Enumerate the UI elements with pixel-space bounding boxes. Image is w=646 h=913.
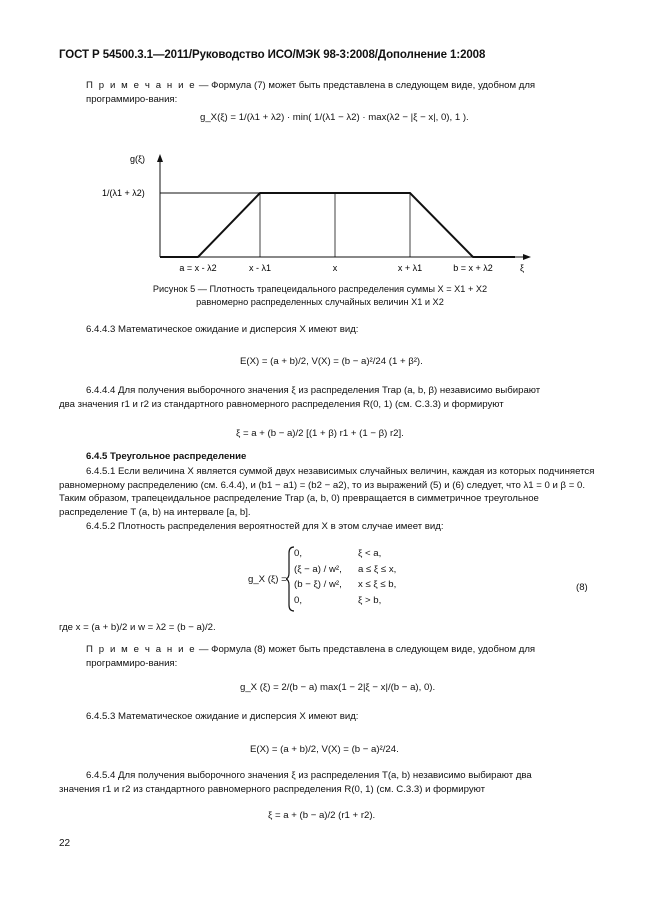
section-6453-text: 6.4.5.3 Математическое ожидание и дисперсия X имеют вид:: [86, 711, 359, 722]
x-tick-b: b = x + λ2: [453, 263, 493, 273]
section-6444-line-2: два значения r1 и r2 из стандартного равномерного распределения R(0, 1) (см. С.3.3) и формируют: [59, 399, 504, 410]
section-6444-formula: ξ = a + (b − a)/2 [(1 + β) r1 + (1 − β) r2].: [236, 428, 404, 439]
x-axis-label: ξ: [520, 263, 525, 273]
section-645-title: 6.4.5 Треугольное распределение: [86, 451, 247, 462]
trapezoid-figure: [100, 150, 540, 280]
formula-8-alt: g_X (ξ) = 2/(b − a) max(1 − 2|ξ − x|/(b − a), 0).: [240, 682, 436, 693]
x-tick-x: x: [332, 263, 338, 273]
formula-8-cases: [294, 546, 396, 608]
formula-8-lhs: g_X (ξ) =: [248, 574, 287, 585]
figure-caption-line-2: равномерно распределенных случайных величин X1 и X2: [196, 296, 444, 307]
section-6454-formula: ξ = a + (b − a)/2 (r1 + r2).: [268, 810, 376, 821]
note-2: [86, 643, 596, 670]
x-tick-x-minus-lambda1: x - λ1: [248, 263, 272, 273]
section-6444-line-1: 6.4.4.4 Для получения выборочного значения ξ из распределения Trap (a, b, β) независимо выбирают: [86, 385, 541, 396]
x-axis-arrow: [523, 254, 531, 260]
y-axis-arrow: [157, 154, 163, 162]
section-6451-text: 6.4.5.1 Если величина X является суммой двух независимых случайных величин, каждая из которых подчиняется равномерному распределению (см. 6.4.4), и (b1 − a1) = (b2 − a2), то из выражений (5) и (6) следует, что λ1 = 0 и β = 0. Таким образом, трапецеидальное распределение Trap (a, b, 0) превращается в симметричное треугольное распределение T (a, b) на интервале [a, b].: [59, 466, 595, 518]
x-tick-a: a = x - λ2: [179, 263, 217, 273]
case-row: 0, ξ < a,: [294, 548, 382, 559]
section-6454-line-2: значения r1 и r2 из стандартного равномерного распределения R(0, 1) (см. С.3.3) и формируют: [59, 784, 486, 795]
formula-8-where: где x = (a + b)/2 и w = λ2 = (b − a)/2.: [59, 622, 216, 633]
section-6452-text: 6.4.5.2 Плотность распределения вероятностей для X в этом случае имеет вид:: [86, 521, 444, 532]
figure-caption: [100, 283, 540, 308]
case-row: (ξ − a) / w², a ≤ ξ ≤ x,: [294, 563, 397, 575]
section-6443-formula: E(X) = (a + b)/2, V(X) = (b − a)²/24 (1 + β²).: [240, 356, 423, 367]
y-tick-label: 1/(λ1 + λ2): [102, 188, 145, 198]
note-1: [86, 79, 591, 106]
note-2-text: — Формула (8) может быть представлена в следующем виде, удобном для программиро-вания:: [86, 644, 536, 669]
y-axis-label: g(ξ): [130, 154, 146, 164]
section-6454-line-1: 6.4.5.4 Для получения выборочного значения ξ из распределения T(a, b) независимо выбирают два: [86, 770, 532, 781]
note-2-label: П р и м е ч а н и е: [86, 644, 197, 655]
section-6453-formula: E(X) = (a + b)/2, V(X) = (b − a)²/24.: [250, 744, 399, 755]
formula-7-alt: g_X(ξ) = 1/(λ1 + λ2) · min( 1/(λ1 − λ2) · max(λ2 − |ξ − x|, 0), 1 ).: [200, 112, 469, 123]
density-line: [160, 193, 515, 257]
section-6443-text: 6.4.4.3 Математическое ожидание и дисперсия X имеют вид:: [86, 324, 359, 335]
document-header: ГОСТ Р 54500.3.1—2011/Руководство ИСО/МЭК 98-3:2008/Дополнение 1:2008: [59, 49, 486, 61]
case-row: (b − ξ) / w², x ≤ ξ ≤ b,: [294, 579, 397, 590]
note-1-label: П р и м е ч а н и е: [86, 80, 197, 91]
equation-number-8: (8): [576, 582, 588, 593]
figure-caption-line-1: Рисунок 5 — Плотность трапецеидального распределения суммы X = X1 + X2: [152, 284, 488, 294]
page-number: 22: [59, 838, 71, 849]
x-tick-x-plus-lambda1: x + λ1: [397, 263, 423, 273]
case-row: 0, ξ > b,: [294, 594, 382, 606]
note-1-text: — Формула (7) может быть представлена в следующем виде, удобном для программиро-вания:: [86, 80, 536, 105]
